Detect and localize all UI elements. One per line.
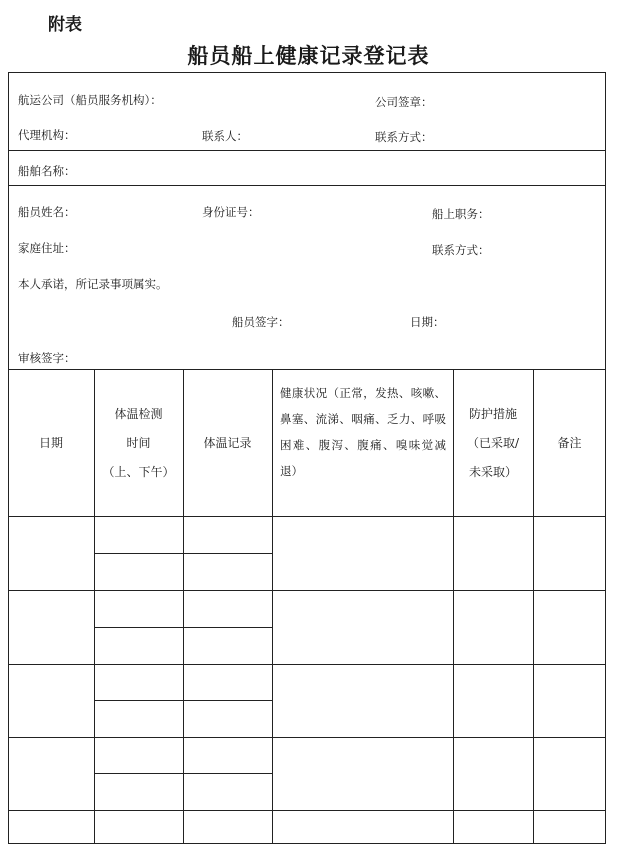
contact-person-label: 联系人：: [202, 129, 248, 143]
header-temperature: 体温记录: [203, 435, 252, 450]
divider-line: [8, 516, 606, 517]
divider-line: [8, 150, 606, 151]
crew-signature-label: 船员签字：: [232, 315, 290, 329]
row-line: [8, 664, 606, 665]
column-line: [272, 369, 273, 844]
home-address-label: 家庭住址：: [18, 241, 76, 255]
ship-name-label: 船舶名称：: [18, 164, 76, 178]
contact-method-label: 联系方式：: [375, 130, 433, 144]
date-label: 日期：: [410, 315, 445, 329]
header-health-status: 健康状况（正常，发热、咳嗽、鼻塞、流涕、咽痛、乏力、呼吸困难、腹泻、腹痛、嗅味觉减退）: [280, 386, 446, 478]
sub-row-line: [94, 773, 272, 774]
sub-row-line: [94, 553, 272, 554]
header-remarks: 备注: [557, 435, 582, 450]
id-number-label: 身份证号：: [202, 205, 260, 219]
divider-line: [8, 185, 606, 186]
crew-name-label: 船员姓名：: [18, 205, 76, 219]
company-seal-label: 公司签章：: [375, 95, 433, 109]
reviewer-signature-label: 审核签字：: [18, 351, 76, 365]
row-line: [8, 737, 606, 738]
header-measure-time: 体温检测 时间 （上、下午）: [102, 406, 175, 479]
appendix-label: 附表: [48, 15, 82, 35]
shipping-company-label: 航运公司（船员服务机构）：: [18, 93, 162, 107]
pledge-text: 本人承诺，所记录事项属实。: [18, 277, 168, 291]
ship-position-label: 船上职务：: [432, 207, 490, 221]
sub-row-line: [94, 700, 272, 701]
contact-method-label-2: 联系方式：: [432, 243, 490, 257]
header-date: 日期: [38, 435, 63, 450]
sub-row-line: [94, 627, 272, 628]
row-line: [8, 810, 606, 811]
form-title: 船员船上健康记录登记表: [187, 43, 430, 68]
row-line: [8, 590, 606, 591]
header-protection: 防护措施 （已采取/ 未采取）: [466, 406, 520, 479]
agency-label: 代理机构：: [18, 128, 76, 142]
